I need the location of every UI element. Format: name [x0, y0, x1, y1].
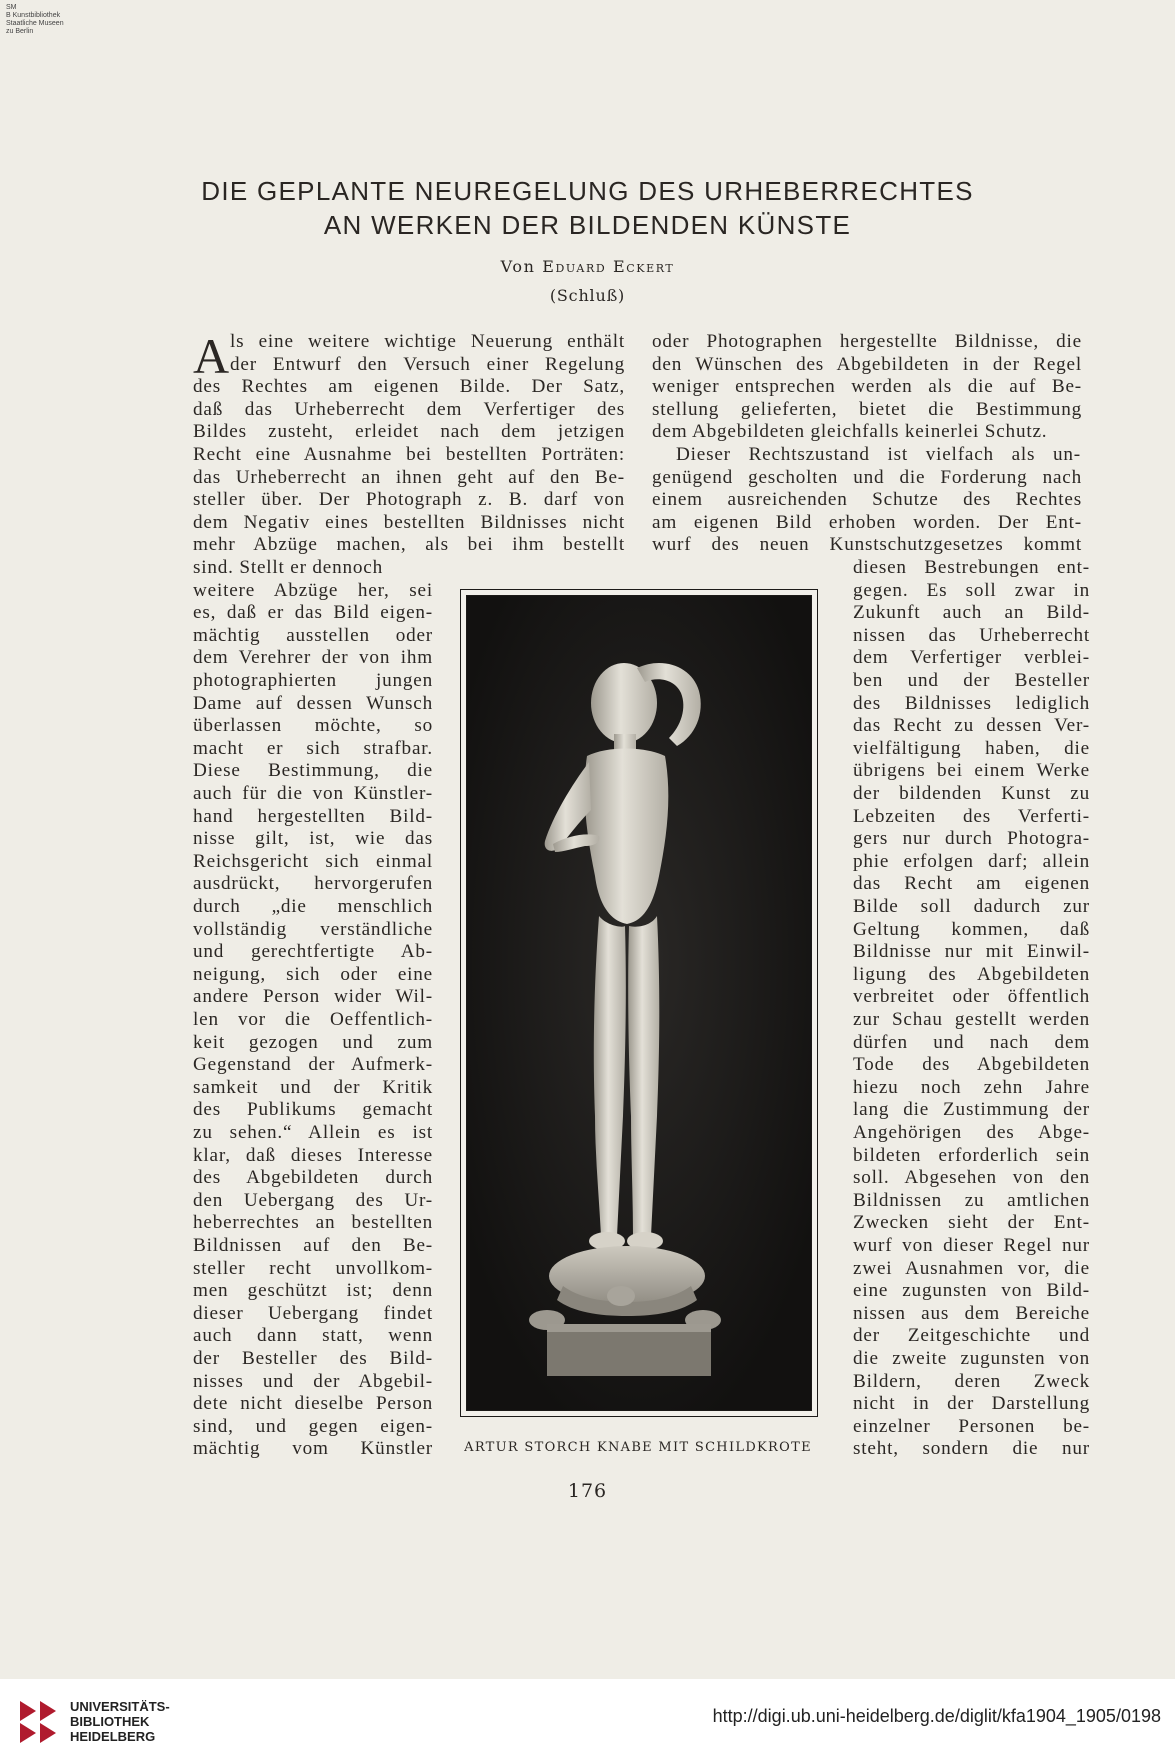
drop-cap: A	[193, 328, 230, 384]
text-line: Bildes zusteht, erleidet nach dem jetzigen	[193, 421, 625, 443]
text-line: Angehörigen des Abge-	[853, 1122, 1090, 1143]
text-line: vollständig verständliche	[193, 918, 433, 940]
author-byline	[0, 257, 1175, 276]
text-line: der Entwurf den Versuch einer Regelung	[230, 353, 625, 375]
text-line: dem Verehrer der von ihm	[193, 647, 433, 669]
text-line: dieser Uebergang findet	[193, 1302, 433, 1324]
text-line: das Recht zu dessen Ver-	[853, 715, 1090, 737]
logo-text-line: HEIDELBERG	[70, 1729, 156, 1744]
sculpture-figure	[460, 589, 818, 1417]
text-line: auch dann statt, wenn	[193, 1325, 433, 1347]
text-line: am eigenen Bild erhoben worden. Der Ent-	[652, 511, 1082, 533]
text-line: ligung des Abgebildeten	[853, 963, 1090, 985]
text-line: und gerechtfertigte Ab-	[193, 941, 433, 963]
text-line: steller über. Der Photograph z. B. darf von	[193, 489, 625, 511]
text-line: mächtig vom Künstler	[193, 1438, 433, 1460]
university-library-logo-icon	[16, 1697, 62, 1745]
text-line: weniger entsprechen werden als die auf Be-	[652, 376, 1082, 398]
text-line: eine zugunsten von Bild-	[853, 1280, 1090, 1302]
text-line: Reichsgericht sich einmal	[193, 850, 433, 872]
text-line: nisses und der Abgebil-	[193, 1370, 433, 1392]
text-line: ausdrückt, hervorgerufen	[193, 873, 433, 895]
text-line: des Rechtes am eigenen Bilde. Der Satz,	[193, 376, 625, 398]
text-line: men geschützt ist; denn	[193, 1280, 433, 1302]
text-line: überlassen möchte, so	[193, 715, 433, 737]
text-line: diesen Bestrebungen ent-	[853, 557, 1090, 578]
logo-text-line: UNIVERSITÄTS-	[70, 1699, 170, 1714]
library-stamp	[6, 4, 64, 36]
text-line: vielfältigung haben, die	[853, 737, 1090, 759]
text-line: dete nicht dieselbe Person	[193, 1393, 433, 1415]
text-line: stellung gelieferten, bietet die Bestimmung	[652, 398, 1082, 420]
text-line: ls eine weitere wichtige Neuerung enthält	[230, 331, 625, 352]
text-line: nissen das Urheberrecht	[853, 624, 1090, 646]
text-line: der Besteller des Bild-	[193, 1348, 433, 1369]
text-line: photographierten jungen	[193, 670, 433, 691]
text-line: nissen aus dem Bereiche	[853, 1302, 1090, 1324]
text-line: daß das Urheberrecht dem Verfertiger des	[193, 398, 625, 420]
text-line: des Publikums gemacht	[193, 1099, 433, 1121]
text-line: den Wünschen des Abgebildeten in der Regel	[652, 353, 1082, 375]
text-line: Tode des Abgebildeten	[853, 1054, 1090, 1076]
text-line: weitere Abzüge her, sei	[193, 579, 433, 601]
text-line: zwei Ausnahmen vor, die	[853, 1257, 1090, 1279]
text-line: Gegenstand der Aufmerk-	[193, 1054, 433, 1076]
text-line: das Recht am eigenen	[853, 873, 1090, 895]
text-line: einzelner Personen be-	[853, 1415, 1090, 1437]
text-line: phie erfolgen darf; allein	[853, 850, 1090, 872]
text-line: übrigens bei einem Werke	[853, 760, 1090, 782]
logo-text-line: BIBLIOTHEK	[70, 1714, 150, 1729]
text-line: bildeten erforderlich sein	[853, 1144, 1090, 1166]
text-line: heberrechtes an bestellten	[193, 1212, 433, 1234]
text-line: Dieser Rechtszustand ist vielfach als un-	[676, 444, 1081, 465]
stamp-line: zu Berlin	[6, 28, 34, 35]
text-line: neigung, sich oder eine	[193, 963, 433, 985]
text-line: klar, daß dieses Interesse	[193, 1144, 433, 1166]
text-line: des Abgebildeten durch	[193, 1167, 433, 1189]
text-line: Bildnissen auf den Be-	[193, 1235, 433, 1256]
text-line: gegen. Es soll zwar in	[853, 579, 1090, 601]
text-line: macht er sich strafbar.	[193, 737, 433, 759]
statue-image	[467, 596, 811, 1410]
text-line: der bildenden Kunst zu	[853, 783, 1090, 804]
text-line: sind, und gegen eigen-	[193, 1415, 433, 1437]
text-line: auch für die von Künstler-	[193, 783, 433, 804]
text-line: das Urheberrecht an ihnen geht auf den Be-	[193, 466, 625, 488]
page-number: 176	[567, 1480, 608, 1502]
text-line: steller recht unvollkom-	[193, 1257, 433, 1279]
text-line: steht, sondern die nur	[853, 1438, 1090, 1460]
text-line: des Bildnisses lediglich	[853, 692, 1090, 714]
text-line: hiezu noch zehn Jahre	[853, 1076, 1090, 1098]
text-line: genügend gescholten und die Forderung nach	[652, 466, 1082, 488]
text-line: Zukunft auch an Bild-	[853, 602, 1090, 624]
permalink-url[interactable]: http://digi.ub.uni-heidelberg.de/diglit/kfa1904_1905/0198	[712, 1706, 1161, 1726]
text-line: len vor die Oeffentlich-	[193, 1009, 433, 1030]
text-line: nisse gilt, ist, wie das	[193, 828, 433, 850]
text-line: Lebzeiten des Verferti-	[853, 805, 1090, 827]
text-line: Dame auf dessen Wunsch	[193, 692, 433, 714]
figure-caption: ARTUR STORCH KNABE MIT SCHILDKROTE	[464, 1440, 812, 1455]
text-line: gers nur durch Photogra-	[853, 828, 1090, 850]
text-line: den Uebergang des Ur-	[193, 1189, 433, 1211]
text-line: wurf des neuen Kunstschutzgesetzes kommt	[652, 534, 1082, 556]
stamp-line: B Kunstbibliothek	[6, 12, 61, 19]
text-line: Geltung kommen, daß	[853, 918, 1090, 940]
article-title-line-1: DIE GEPLANTE NEUREGELUNG DES URHEBERRECHTES	[201, 176, 974, 206]
text-line: dem Verfertiger verblei-	[853, 647, 1090, 669]
author-name: Eduard Eckert	[542, 257, 675, 276]
text-line: durch „die menschlich	[193, 896, 433, 917]
text-line: wurf von dieser Regel nur	[853, 1235, 1090, 1256]
text-line: Zwecken sieht der Ent-	[853, 1212, 1090, 1234]
author-prefix: Von	[500, 257, 543, 276]
text-line: oder Photographen hergestellte Bildnisse, die	[652, 331, 1082, 352]
text-line: samkeit und der Kritik	[193, 1076, 433, 1098]
text-line: mächtig ausstellen oder	[193, 624, 433, 646]
text-line: verbreitet oder öffentlich	[853, 986, 1090, 1008]
university-library-logo-text	[70, 1699, 170, 1744]
text-line: andere Person wider Wil-	[193, 986, 433, 1008]
text-line: lang die Zustimmung der	[853, 1099, 1090, 1121]
text-line: Diese Bestimmung, die	[193, 760, 433, 782]
article-subtitle: (Schluß)	[549, 286, 626, 305]
text-line: mehr Abzüge machen, als bei ihm bestellt	[193, 534, 625, 556]
text-line: zur Schau gestellt werden	[853, 1009, 1090, 1030]
text-line: Bilde soll dadurch zur	[853, 896, 1090, 917]
text-line: zu sehen.“ Allein es ist	[193, 1122, 433, 1143]
text-line: ben und der Besteller	[853, 670, 1090, 691]
text-line: Recht eine Ausnahme bei bestellten Porträten:	[193, 444, 625, 465]
stamp-line: SM	[6, 4, 17, 11]
text-line: einem ausreichenden Schutze des Rechtes	[652, 489, 1082, 511]
text-line: es, daß er das Bild eigen-	[193, 602, 433, 624]
viewer-footer	[0, 1679, 1175, 1763]
text-line: Bildnissen zu amtlichen	[853, 1189, 1090, 1211]
text-line: die zweite zugunsten von	[853, 1348, 1090, 1369]
text-line: Bildern, deren Zweck	[853, 1370, 1090, 1392]
text-line: Bildnisse nur mit Einwil-	[853, 941, 1090, 963]
article-title-line-2: AN WERKEN DER BILDENDEN KÜNSTE	[323, 210, 852, 240]
text-line: hand hergestellten Bild-	[193, 805, 433, 827]
text-line: dem Abgebildeten gleichfalls keinerlei Schutz.	[652, 421, 1048, 443]
text-line: keit gezogen und zum	[193, 1031, 433, 1053]
text-line: sind. Stellt er dennoch	[193, 557, 383, 578]
text-line: soll. Abgesehen von den	[853, 1167, 1090, 1189]
text-line: dürfen und nach dem	[853, 1031, 1090, 1053]
photo-plate	[466, 595, 812, 1411]
text-line: dem Negativ eines bestellten Bildnisses nicht	[193, 511, 625, 533]
stamp-line: Staatliche Museen	[6, 20, 64, 27]
text-line: nicht in der Darstellung	[853, 1393, 1090, 1415]
text-line: der Zeitgeschichte und	[853, 1325, 1090, 1347]
